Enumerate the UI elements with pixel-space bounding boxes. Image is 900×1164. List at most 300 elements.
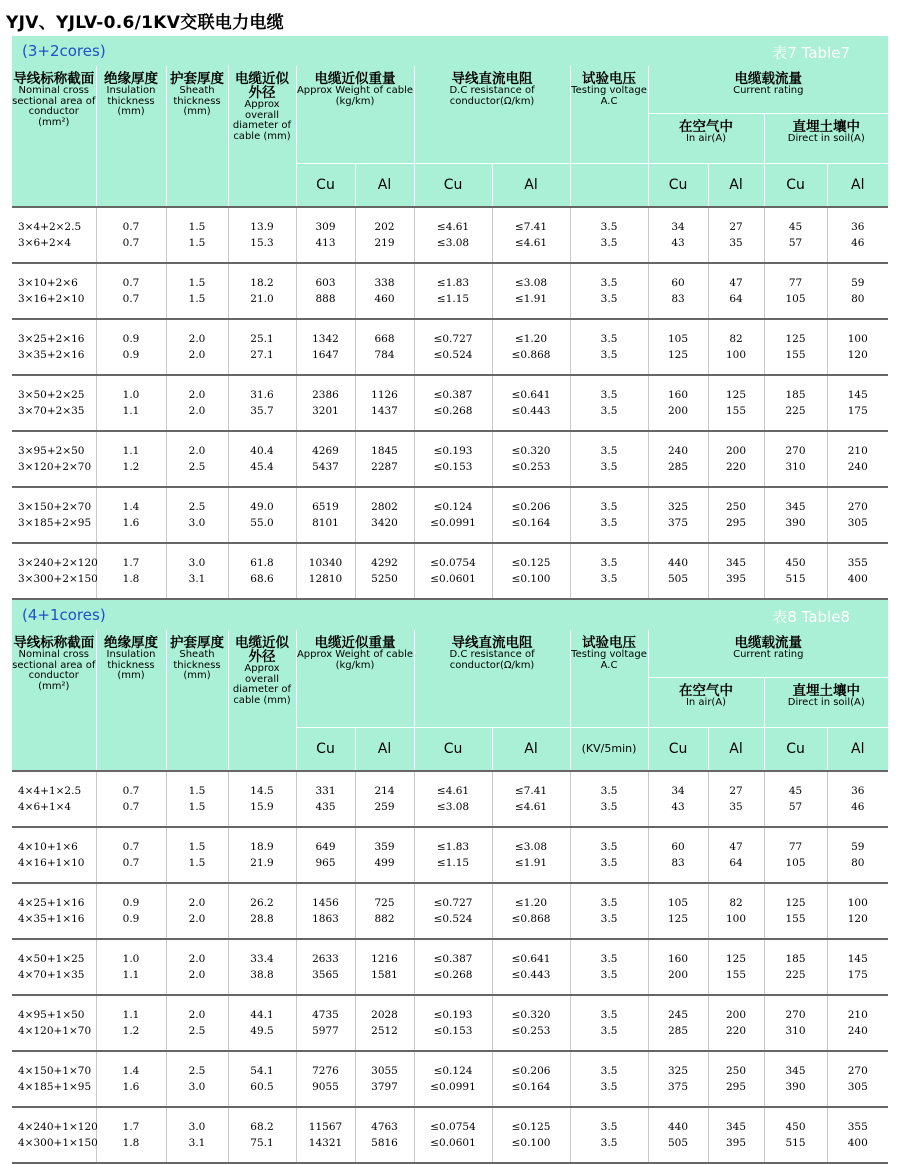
- cell-line-1: 355: [847, 1121, 868, 1133]
- cell-line-1: 3.0: [188, 557, 206, 569]
- cell-line-2: 413: [315, 237, 336, 249]
- cell-line-2: 4×300+1×150: [18, 1137, 98, 1149]
- table-cell: [764, 771, 827, 827]
- cell-line-1: 4763: [371, 1121, 398, 1133]
- header-weight-en: Approx Weight of cable (kg/km): [296, 85, 414, 107]
- cell-line-2: 3×70+2×35: [18, 405, 85, 417]
- header-cross-section-zh: 导线标称截面: [13, 71, 95, 87]
- cell-line-2: 3.5: [600, 293, 618, 305]
- table-cell: [492, 487, 570, 543]
- table-cell: [228, 883, 296, 939]
- cell-line-1: 1.7: [122, 1121, 140, 1133]
- cell-line-1: 250: [726, 1065, 747, 1077]
- header-weight-zh: 电缆近似重量: [314, 635, 396, 651]
- table-title-bar: [12, 600, 888, 630]
- data-table: [12, 66, 888, 600]
- table-cell: [414, 1051, 492, 1107]
- cell-line-1: ≤0.0754: [430, 557, 476, 569]
- table-cell: [708, 1107, 764, 1163]
- cell-line-1: 325: [668, 501, 689, 513]
- cell-line-1: 3055: [371, 1065, 398, 1077]
- cell-line-2: ≤0.100: [511, 1137, 551, 1149]
- header-voltage: [570, 66, 648, 164]
- table-cell: [12, 939, 96, 995]
- table-cell: [648, 375, 708, 431]
- cell-line-1: 3.5: [600, 1065, 618, 1077]
- header-in-soil: [764, 677, 888, 727]
- cell-line-1: 1845: [371, 445, 398, 457]
- cell-line-2: ≤4.61: [514, 801, 548, 813]
- table-cell: [827, 939, 888, 995]
- cell-line-1: 3.5: [600, 501, 618, 513]
- cell-line-2: 2.0: [188, 405, 206, 417]
- header-in-air-zh: 在空气中: [679, 118, 734, 135]
- header-diameter-zh: 电缆近似外径: [235, 635, 289, 666]
- header-weight-en: Approx Weight of cable (kg/km): [296, 649, 414, 671]
- cell-line-2: 240: [847, 461, 868, 473]
- table-cell: [296, 883, 355, 939]
- table-row: [12, 939, 888, 995]
- cell-line-2: 3.0: [188, 1081, 206, 1093]
- table-cell: [827, 827, 888, 883]
- table-cell: [296, 939, 355, 995]
- cell-line-1: 3.5: [600, 841, 618, 853]
- cell-line-1: 725: [374, 897, 395, 909]
- table-cell: [648, 1051, 708, 1107]
- cell-line-2: 515: [785, 573, 806, 585]
- cell-line-2: ≤0.0991: [430, 517, 476, 529]
- table-cell: [414, 375, 492, 431]
- cell-line-1: 31.6: [250, 389, 274, 401]
- cell-line-2: ≤0.100: [511, 573, 551, 585]
- cell-line-2: 1647: [312, 349, 339, 361]
- table-cell: [708, 263, 764, 319]
- table-cell: [708, 771, 764, 827]
- cell-line-2: 225: [785, 969, 806, 981]
- cell-line-1: 125: [726, 389, 747, 401]
- cell-line-1: ≤0.387: [433, 953, 473, 965]
- cell-line-1: ≤1.83: [436, 277, 470, 289]
- table-cell: [355, 1051, 414, 1107]
- table-cell: [708, 1051, 764, 1107]
- table-cell: [827, 1107, 888, 1163]
- cell-line-2: 43: [671, 801, 685, 813]
- table-row: [12, 543, 888, 599]
- cell-line-2: ≤3.08: [436, 801, 470, 813]
- cell-line-1: 3×4+2×2.5: [18, 221, 82, 233]
- cell-line-2: ≤0.524: [433, 349, 473, 361]
- table-cell: [414, 207, 492, 263]
- header-in-soil-zh: 直埋土壤中: [792, 118, 861, 135]
- cell-line-1: 49.0: [250, 501, 274, 513]
- table-cell: [414, 1107, 492, 1163]
- table-cell: [414, 995, 492, 1051]
- header-resistance: [414, 66, 570, 164]
- cell-line-1: 1126: [371, 389, 398, 401]
- table-cell: [228, 319, 296, 375]
- table-cell: [228, 1051, 296, 1107]
- header-resistance-en: D.C resistance of conductor(Ω/km): [449, 649, 535, 671]
- table-cell: [355, 319, 414, 375]
- cell-line-2: 57: [788, 237, 803, 249]
- cell-line-1: 2.5: [188, 1065, 206, 1077]
- cell-line-2: 310: [785, 461, 806, 473]
- cell-line-2: 200: [668, 969, 689, 981]
- cell-line-1: 1.7: [122, 557, 140, 569]
- table-cell: [648, 207, 708, 263]
- table-cell: [414, 263, 492, 319]
- cell-line-2: 1863: [312, 913, 339, 925]
- header-weight-cu: Cu: [296, 164, 355, 207]
- cell-line-2: 100: [726, 913, 747, 925]
- data-table: [12, 630, 888, 1164]
- cell-line-1: 4×95+1×50: [18, 1009, 85, 1021]
- cell-line-1: ≤1.20: [514, 333, 548, 345]
- cell-line-2: 155: [785, 349, 806, 361]
- cell-line-1: ≤7.41: [514, 785, 548, 797]
- cell-line-1: 2.0: [188, 1009, 206, 1021]
- table-cell: [492, 263, 570, 319]
- cell-line-1: ≤0.206: [511, 1065, 551, 1077]
- table-cell: [166, 995, 228, 1051]
- table-cell: [355, 263, 414, 319]
- header-insulation-en: Insulation thickness (mm): [106, 649, 156, 682]
- table-cell: [492, 1107, 570, 1163]
- cell-line-1: 1.4: [122, 501, 140, 513]
- header-insulation-zh: 绝缘厚度: [104, 71, 158, 87]
- cell-line-2: 219: [374, 237, 395, 249]
- table-cell: [355, 207, 414, 263]
- table-cell: [570, 487, 648, 543]
- header-sheath: [166, 66, 228, 207]
- cell-line-1: 3×50+2×25: [18, 389, 85, 401]
- table-row: [12, 375, 888, 431]
- header-cross-section-en: Nominal cross sectional area of conductor (mm²): [12, 85, 96, 128]
- cell-line-1: 603: [315, 277, 336, 289]
- cell-line-2: 125: [668, 349, 689, 361]
- cell-line-1: 0.7: [122, 841, 140, 853]
- cell-line-2: ≤0.0601: [430, 1137, 476, 1149]
- cell-line-2: 3.5: [600, 237, 618, 249]
- cell-line-1: 4×10+1×6: [18, 841, 78, 853]
- cell-line-1: ≤0.193: [433, 445, 473, 457]
- cell-line-2: 45.4: [250, 461, 274, 473]
- table-row: [12, 771, 888, 827]
- cell-line-1: 325: [668, 1065, 689, 1077]
- cell-line-1: 44.1: [250, 1009, 274, 1021]
- cell-line-2: 310: [785, 1025, 806, 1037]
- cell-line-2: 375: [668, 1081, 689, 1093]
- cell-line-2: 4×120+1×70: [18, 1025, 92, 1037]
- header-weight-cu: Cu: [296, 728, 355, 771]
- cell-line-2: 14321: [308, 1137, 343, 1149]
- cell-line-1: 345: [785, 1065, 806, 1077]
- header-insulation: [96, 66, 166, 207]
- cell-line-2: 21.9: [250, 857, 274, 869]
- cell-line-1: 10340: [308, 557, 343, 569]
- cell-line-1: ≤0.124: [433, 1065, 473, 1077]
- header-res-cu: Cu: [414, 728, 492, 771]
- cell-line-1: 18.2: [250, 277, 274, 289]
- cell-line-1: 45: [788, 221, 803, 233]
- cell-line-2: ≤1.15: [436, 857, 470, 869]
- cell-line-2: 21.0: [250, 293, 274, 305]
- table-cell: [708, 319, 764, 375]
- cell-line-2: ≤0.153: [433, 1025, 473, 1037]
- table-cell: [228, 263, 296, 319]
- cell-line-2: 220: [726, 461, 747, 473]
- cell-line-2: 4×70+1×35: [18, 969, 85, 981]
- cell-line-2: 305: [847, 1081, 868, 1093]
- cell-line-1: 450: [785, 557, 806, 569]
- cell-line-1: 440: [668, 1121, 689, 1133]
- cell-line-1: 4×25+1×16: [18, 897, 85, 909]
- header-current-zh: 电缆载流量: [734, 635, 803, 651]
- cell-line-1: 105: [668, 333, 689, 345]
- table-cell: [570, 827, 648, 883]
- header-res-al: Al: [492, 728, 570, 771]
- cell-line-1: 345: [726, 1121, 747, 1133]
- cell-line-1: 3×150+2×70: [18, 501, 92, 513]
- cell-line-1: 160: [668, 953, 689, 965]
- table-cell: [570, 207, 648, 263]
- cell-line-1: 250: [726, 501, 747, 513]
- table-cell: [570, 375, 648, 431]
- cell-line-1: 309: [315, 221, 336, 233]
- cell-line-2: 2.5: [188, 1025, 206, 1037]
- table-cell: [12, 543, 96, 599]
- cell-line-2: 965: [315, 857, 336, 869]
- cell-line-1: 34: [671, 221, 685, 233]
- cell-line-1: 345: [785, 501, 806, 513]
- table-cell: [296, 995, 355, 1051]
- table-cell: [228, 1107, 296, 1163]
- header-diameter: [228, 66, 296, 207]
- cores-label: (4+1cores): [22, 606, 106, 624]
- cell-line-2: 3.5: [600, 1025, 618, 1037]
- table-cell: [296, 319, 355, 375]
- cell-line-1: 0.7: [122, 277, 140, 289]
- table-cell: [764, 995, 827, 1051]
- cell-line-1: 145: [847, 389, 868, 401]
- table-cell: [708, 939, 764, 995]
- table-cell: [355, 771, 414, 827]
- cell-line-2: 3.1: [188, 1137, 206, 1149]
- cell-line-1: 202: [374, 221, 395, 233]
- table-cell: [492, 319, 570, 375]
- cell-line-2: 3565: [312, 969, 339, 981]
- cell-line-2: 2.0: [188, 913, 206, 925]
- table-row: [12, 431, 888, 487]
- table-cell: [492, 543, 570, 599]
- table-cell: [648, 319, 708, 375]
- cell-line-1: 210: [847, 445, 868, 457]
- table-cell: [827, 319, 888, 375]
- table-cell: [96, 487, 166, 543]
- cell-line-1: 25.1: [250, 333, 274, 345]
- header-sheath-en: Sheath thickness (mm): [173, 85, 221, 118]
- cell-line-2: ≤0.268: [433, 969, 473, 981]
- cell-line-2: 2.5: [188, 461, 206, 473]
- cell-line-2: 3.5: [600, 461, 618, 473]
- table-cell: [570, 319, 648, 375]
- header-in-soil: [764, 113, 888, 163]
- table-cell: [96, 995, 166, 1051]
- header-insulation-en: Insulation thickness (mm): [106, 85, 156, 118]
- table-cell: [355, 1107, 414, 1163]
- cell-line-1: 0.9: [122, 333, 140, 345]
- cell-line-2: ≤0.0991: [430, 1081, 476, 1093]
- cell-line-2: 1.8: [122, 573, 140, 585]
- cell-line-1: 2.0: [188, 333, 206, 345]
- cell-line-1: 60: [671, 841, 685, 853]
- cell-line-2: ≤0.253: [511, 1025, 551, 1037]
- cell-line-2: 499: [374, 857, 395, 869]
- cell-line-1: 3.5: [600, 1121, 618, 1133]
- table-cell: [827, 1051, 888, 1107]
- table-cell: [648, 939, 708, 995]
- cell-line-2: 3201: [312, 405, 339, 417]
- cell-line-1: 34: [671, 785, 685, 797]
- cell-line-2: 2.0: [188, 349, 206, 361]
- table-cell: [96, 543, 166, 599]
- header-diameter-en: Approx overall diameter of cable (mm): [232, 663, 292, 706]
- table-cell: [96, 883, 166, 939]
- cell-line-2: 100: [726, 349, 747, 361]
- cell-line-2: 60.5: [250, 1081, 274, 1093]
- table-cell: [296, 543, 355, 599]
- cell-line-2: 505: [668, 1137, 689, 1149]
- cell-line-2: 220: [726, 1025, 747, 1037]
- table-cell: [708, 207, 764, 263]
- header-cross-section-en: Nominal cross sectional area of conductor (mm²): [12, 649, 96, 692]
- table-cell: [764, 207, 827, 263]
- cell-line-1: ≤0.641: [511, 953, 551, 965]
- cell-line-1: ≤0.727: [433, 333, 473, 345]
- cell-line-2: 35.7: [250, 405, 274, 417]
- cell-line-2: 3×6+2×4: [18, 237, 72, 249]
- cell-line-2: 1.6: [122, 1081, 140, 1093]
- table-cell: [570, 1107, 648, 1163]
- header-air-cu: Cu: [648, 728, 708, 771]
- table-cell: [414, 771, 492, 827]
- header-voltage-en: Testing voltage A.C: [571, 649, 647, 671]
- cell-line-2: 1.1: [122, 969, 140, 981]
- table-cell: [414, 319, 492, 375]
- cell-line-1: 18.9: [250, 841, 274, 853]
- cell-line-1: 125: [785, 333, 806, 345]
- cell-line-1: ≤0.387: [433, 389, 473, 401]
- cell-line-2: 175: [847, 969, 868, 981]
- table-cell: [228, 827, 296, 883]
- cell-line-2: ≤1.91: [514, 857, 548, 869]
- cell-line-1: ≤1.20: [514, 897, 548, 909]
- cell-line-2: 105: [785, 293, 806, 305]
- cell-line-1: 1.4: [122, 1065, 140, 1077]
- table-cell: [296, 827, 355, 883]
- cell-line-2: 1.8: [122, 1137, 140, 1149]
- cell-line-1: 270: [785, 445, 806, 457]
- table-cell: [228, 543, 296, 599]
- table-cell: [764, 939, 827, 995]
- table-cell: [414, 939, 492, 995]
- table-cell: [166, 1051, 228, 1107]
- table-cell: [648, 1107, 708, 1163]
- table-cell: [166, 375, 228, 431]
- cell-line-2: 9055: [312, 1081, 339, 1093]
- cell-line-2: 1.2: [122, 461, 140, 473]
- cell-line-2: 64: [729, 857, 743, 869]
- cell-line-1: 338: [374, 277, 395, 289]
- cell-line-1: 1.0: [122, 389, 140, 401]
- cell-line-2: 105: [785, 857, 806, 869]
- table-cell: [827, 487, 888, 543]
- table-cell: [827, 995, 888, 1051]
- cell-line-2: 0.7: [122, 801, 140, 813]
- table-cell: [12, 431, 96, 487]
- table-cell: [492, 1051, 570, 1107]
- table-cell: [827, 207, 888, 263]
- table-cell: [166, 771, 228, 827]
- table-cell: [570, 431, 648, 487]
- cell-line-1: 27: [729, 221, 743, 233]
- table-cell: [355, 375, 414, 431]
- table-cell: [648, 995, 708, 1051]
- header-resistance-zh: 导线直流电阻: [451, 635, 533, 651]
- table-cell: [12, 263, 96, 319]
- cell-line-2: 5250: [371, 573, 398, 585]
- cell-line-2: 1.5: [188, 801, 206, 813]
- table-cell: [166, 207, 228, 263]
- cell-line-2: 8101: [312, 517, 339, 529]
- header-air-al: Al: [708, 728, 764, 771]
- cell-line-1: 245: [668, 1009, 689, 1021]
- header-in-air-en: In air(A): [685, 132, 727, 144]
- table-cell: [414, 883, 492, 939]
- cell-line-2: 3.5: [600, 857, 618, 869]
- cell-line-2: 155: [726, 405, 747, 417]
- header-cross-section: [12, 630, 96, 771]
- table-cell: [764, 431, 827, 487]
- cell-line-1: 2.0: [188, 953, 206, 965]
- cell-line-2: 155: [785, 913, 806, 925]
- table-cell: [355, 883, 414, 939]
- cell-line-1: 1.5: [188, 841, 206, 853]
- cell-line-1: 1.1: [122, 445, 140, 457]
- header-in-soil-en: Direct in soil(A): [787, 696, 865, 708]
- cell-line-1: ≤0.125: [511, 1121, 551, 1133]
- table-cell: [648, 827, 708, 883]
- cell-line-2: 83: [671, 857, 685, 869]
- table-cell: [414, 487, 492, 543]
- cell-line-2: 305: [847, 517, 868, 529]
- header-in-soil-zh: 直埋土壤中: [792, 682, 861, 699]
- cell-line-2: ≤0.443: [511, 405, 551, 417]
- cell-line-1: ≤0.193: [433, 1009, 473, 1021]
- header-diameter: [228, 630, 296, 771]
- cell-line-1: 4292: [371, 557, 398, 569]
- table-cell: [296, 771, 355, 827]
- header-voltage-unit: [570, 164, 648, 207]
- header-res-cu: Cu: [414, 164, 492, 207]
- cell-line-2: 27.1: [250, 349, 274, 361]
- table-cell: [228, 939, 296, 995]
- cell-line-2: 3.5: [600, 517, 618, 529]
- table-cell: [708, 543, 764, 599]
- header-voltage-zh: 试验电压: [582, 635, 637, 651]
- cell-line-2: 57: [788, 801, 803, 813]
- table-cell: [96, 1051, 166, 1107]
